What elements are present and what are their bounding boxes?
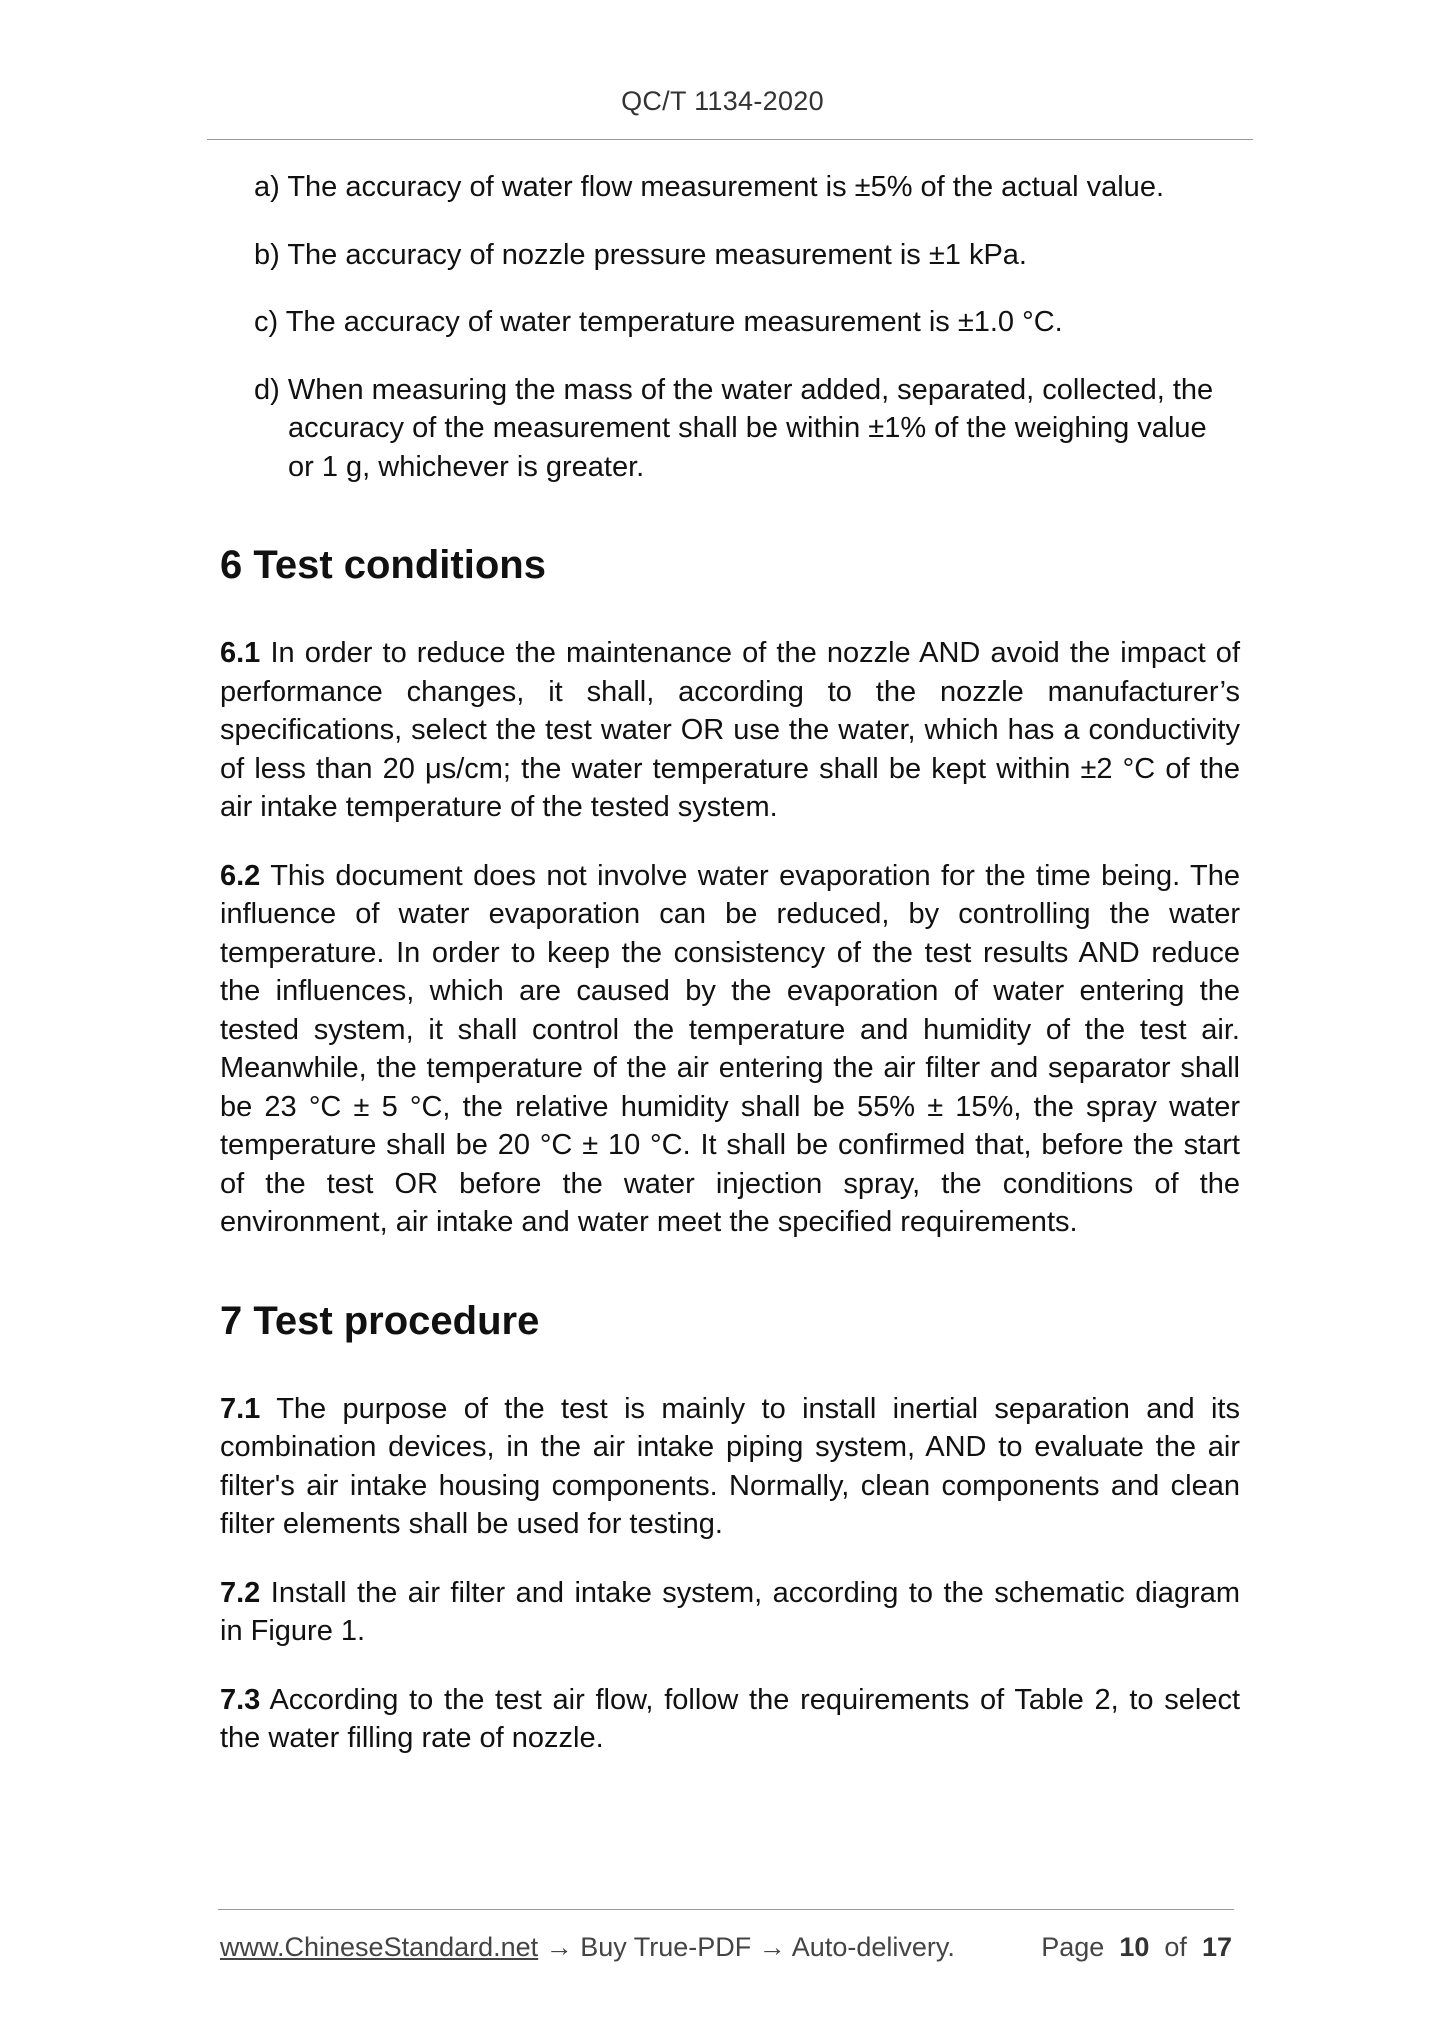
clause-number: 7.2 — [220, 1576, 261, 1609]
footer-divider — [218, 1909, 1234, 1910]
list-item-c — [254, 303, 1240, 342]
clause-7-3 — [220, 1681, 1240, 1758]
header-doc-code: QC/T 1134-2020 — [621, 86, 824, 116]
clause-number: 6.2 — [220, 859, 261, 892]
list-marker: d) — [254, 373, 280, 406]
clause-text: In order to reduce the maintenance of the nozzle AND avoid the impact of performance changes, it shall, according to the nozzle manufacturer’s specifications, select the test water OR use the water, which has a conductivity of less than 20 μs/cm; the water temperature shall be kept within ±2 °C of the air intake temperature of the tested system. — [220, 637, 1240, 823]
arrow-icon: → — [758, 1932, 786, 1962]
delivery-text: Auto-delivery. — [791, 1932, 955, 1962]
clause-number: 7.3 — [220, 1683, 261, 1716]
clause-number: 7.1 — [220, 1392, 261, 1425]
header-divider — [207, 139, 1253, 140]
list-item-a — [254, 168, 1240, 207]
list-item-b — [254, 236, 1240, 275]
footer-promo — [220, 1932, 955, 1963]
list-text: The accuracy of water flow measurement is ±5% of the actual value. — [287, 171, 1164, 203]
buy-text: Buy True-PDF — [580, 1932, 752, 1962]
page-indicator — [1041, 1932, 1232, 1963]
clause-text: Install the air filter and intake system, according to the schematic diagram in Figure 1. — [220, 1576, 1240, 1647]
clause-7-2 — [220, 1574, 1240, 1651]
list-marker: c) — [254, 306, 279, 338]
arrow-icon: → — [545, 1932, 573, 1962]
page-total: 17 — [1201, 1932, 1232, 1962]
clause-text: According to the test air flow, follow the requirements of Table 2, to select the water filling rate of nozzle. — [220, 1683, 1240, 1754]
page-current: 10 — [1119, 1932, 1150, 1962]
page-footer — [220, 1932, 1232, 1968]
clause-6-2 — [220, 857, 1240, 1242]
page-of: of — [1164, 1932, 1187, 1962]
list-text: When measuring the mass of the water added, separated, collected, the accuracy of the measurement shall be within ±1% of the weighing value or 1 g, whichever is greater. — [287, 373, 1214, 483]
list-text: The accuracy of nozzle pressure measurement is ±1 kPa. — [287, 238, 1027, 271]
list-text: The accuracy of water temperature measurement is ±1.0 °C. — [285, 306, 1063, 338]
list-marker: b) — [254, 238, 280, 271]
clause-text: The purpose of the test is mainly to install inertial separation and its combination devices, in the air intake piping system, AND to evaluate the air filter's air intake housing components. Normally, clean components and clean filter elements shall be used for testing. — [220, 1392, 1240, 1540]
clause-text: This document does not involve water evaporation for the time being. The influence of water evaporation can be reduced, by controlling the water temperature. In order to keep the consistency of the test results AND reduce the influences, which are caused by the evaporation of water entering the tested system, it shall control the temperature and humidity of the test air. Meanwhile, the temperature of the air entering the air filter and separator shall be 23 °C ± 5 °C, the relative humidity shall be 55% ± 15%, the spray water temperature shall be 20 °C ± 10 °C. It shall be confirmed that, before the start of the test OR before the water injection spray, the conditions of the environment, air intake and water meet the specified requirements. — [220, 859, 1240, 1238]
section-heading-test-conditions: 6 Test conditions — [220, 543, 546, 587]
clause-6-1 — [220, 634, 1240, 827]
list-item-d — [254, 371, 1240, 487]
clause-7-1 — [220, 1390, 1240, 1544]
document-body — [220, 168, 1240, 1788]
list-marker: a) — [254, 171, 280, 203]
page-label: Page — [1041, 1932, 1105, 1962]
section-heading-test-procedure: 7 Test procedure — [220, 1298, 540, 1343]
website-link[interactable]: www.ChineseStandard.net — [220, 1932, 539, 1962]
clause-number: 6.1 — [220, 637, 261, 669]
